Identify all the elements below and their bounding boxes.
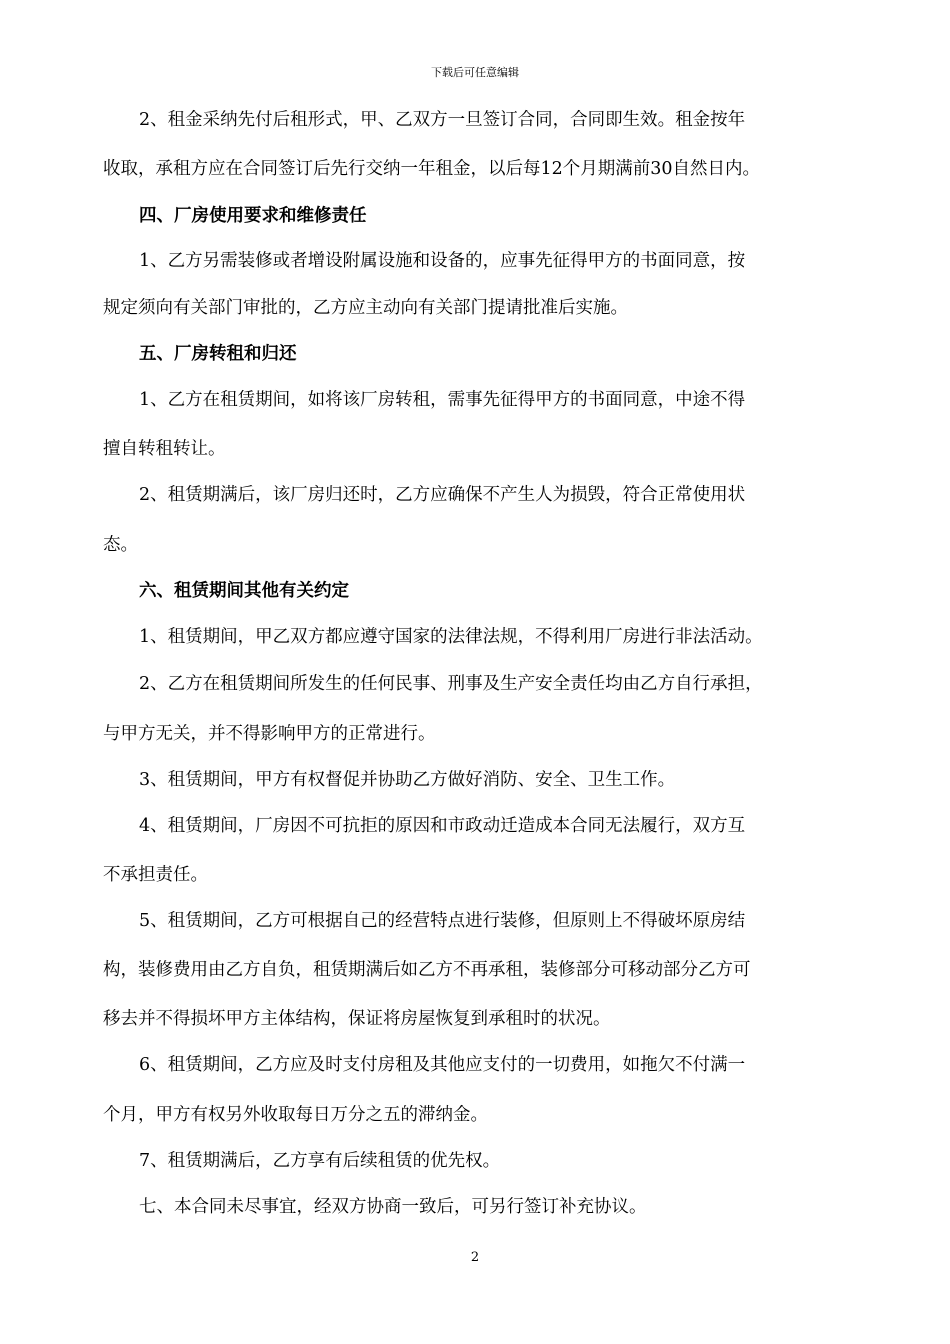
paragraph-6-5 bbox=[103, 909, 828, 1032]
paragraph-line: 6、租赁期间，乙方应及时支付房租及其他应支付的一切费用，如拖欠不付满一 bbox=[139, 1055, 746, 1075]
section-heading-6: 六、租赁期间其他有关约定 bbox=[139, 581, 349, 601]
document-body bbox=[103, 108, 828, 1244]
paragraph-line: 不承担责任。 bbox=[103, 865, 208, 885]
paragraph-line: 1、乙方另需装修或者增设附属设施和设备的，应事先征得甲方的书面同意，按 bbox=[139, 251, 746, 271]
paragraph-6-7 bbox=[103, 1149, 828, 1174]
paragraph-line: 态。 bbox=[103, 535, 138, 555]
paragraph-7 bbox=[103, 1195, 828, 1220]
paragraph-line: 收取，承租方应在合同签订后先行交纳一年租金，以后每12个月期满前30自然日内。 bbox=[103, 159, 761, 179]
paragraph-5-2 bbox=[103, 483, 828, 558]
header-note: 下载后可任意编辑 bbox=[431, 66, 519, 79]
paragraph-line: 移去并不得损坏甲方主体结构，保证将房屋恢复到承租时的状况。 bbox=[103, 1009, 611, 1029]
paragraph-line: 3、租赁期间，甲方有权督促并协助乙方做好消防、安全、卫生工作。 bbox=[139, 770, 676, 790]
section-heading-5: 五、厂房转租和归还 bbox=[139, 344, 297, 364]
paragraph-line: 与甲方无关，并不得影响甲方的正常进行。 bbox=[103, 724, 436, 744]
paragraph-line: 4、租赁期间，厂房因不可抗拒的原因和市政动迁造成本合同无法履行，双方互 bbox=[139, 816, 746, 836]
paragraph-line: 1、租赁期间，甲乙双方都应遵守国家的法律法规，不得利用厂房进行非法活动。 bbox=[139, 627, 763, 647]
paragraph-6-3 bbox=[103, 768, 828, 793]
section-heading-4: 四、厂房使用要求和维修责任 bbox=[139, 206, 367, 226]
paragraph-6-6 bbox=[103, 1053, 828, 1128]
paragraph-6-2 bbox=[103, 672, 828, 747]
paragraph-line: 七、本合同未尽事宜，经双方协商一致后，可另行签订补充协议。 bbox=[139, 1197, 647, 1217]
paragraph-line: 构，装修费用由乙方自负，租赁期满后如乙方不再承租，装修部分可移动部分乙方可 bbox=[103, 960, 751, 980]
paragraph-line: 个月，甲方有权另外收取每日万分之五的滞纳金。 bbox=[103, 1105, 488, 1125]
paragraph-line: 2、租赁期满后，该厂房归还时，乙方应确保不产生人为损毁，符合正常使用状 bbox=[139, 485, 746, 505]
paragraph-line: 5、租赁期间，乙方可根据自己的经营特点进行装修，但原则上不得破坏原房结 bbox=[139, 911, 746, 931]
paragraph-line: 规定须向有关部门审批的，乙方应主动向有关部门提请批准后实施。 bbox=[103, 298, 628, 318]
paragraph-6-1 bbox=[103, 625, 828, 650]
paragraph-line: 7、租赁期满后，乙方享有后续租赁的优先权。 bbox=[139, 1151, 501, 1171]
paragraph-line: 1、乙方在租赁期间，如将该厂房转租，需事先征得甲方的书面同意，中途不得 bbox=[139, 390, 746, 410]
paragraph-line: 擅自转租转让。 bbox=[103, 439, 226, 459]
paragraph-rent-payment bbox=[103, 108, 828, 182]
page-number: 2 bbox=[470, 1250, 480, 1265]
paragraph-4-1 bbox=[103, 249, 828, 321]
paragraph-5-1 bbox=[103, 388, 828, 462]
paragraph-line: 2、乙方在租赁期间所发生的任何民事、刑事及生产安全责任均由乙方自行承担， bbox=[139, 674, 763, 694]
paragraph-6-4 bbox=[103, 814, 828, 888]
paragraph-line: 2、租金采纳先付后租形式，甲、乙双方一旦签订合同，合同即生效。租金按年 bbox=[139, 110, 746, 130]
